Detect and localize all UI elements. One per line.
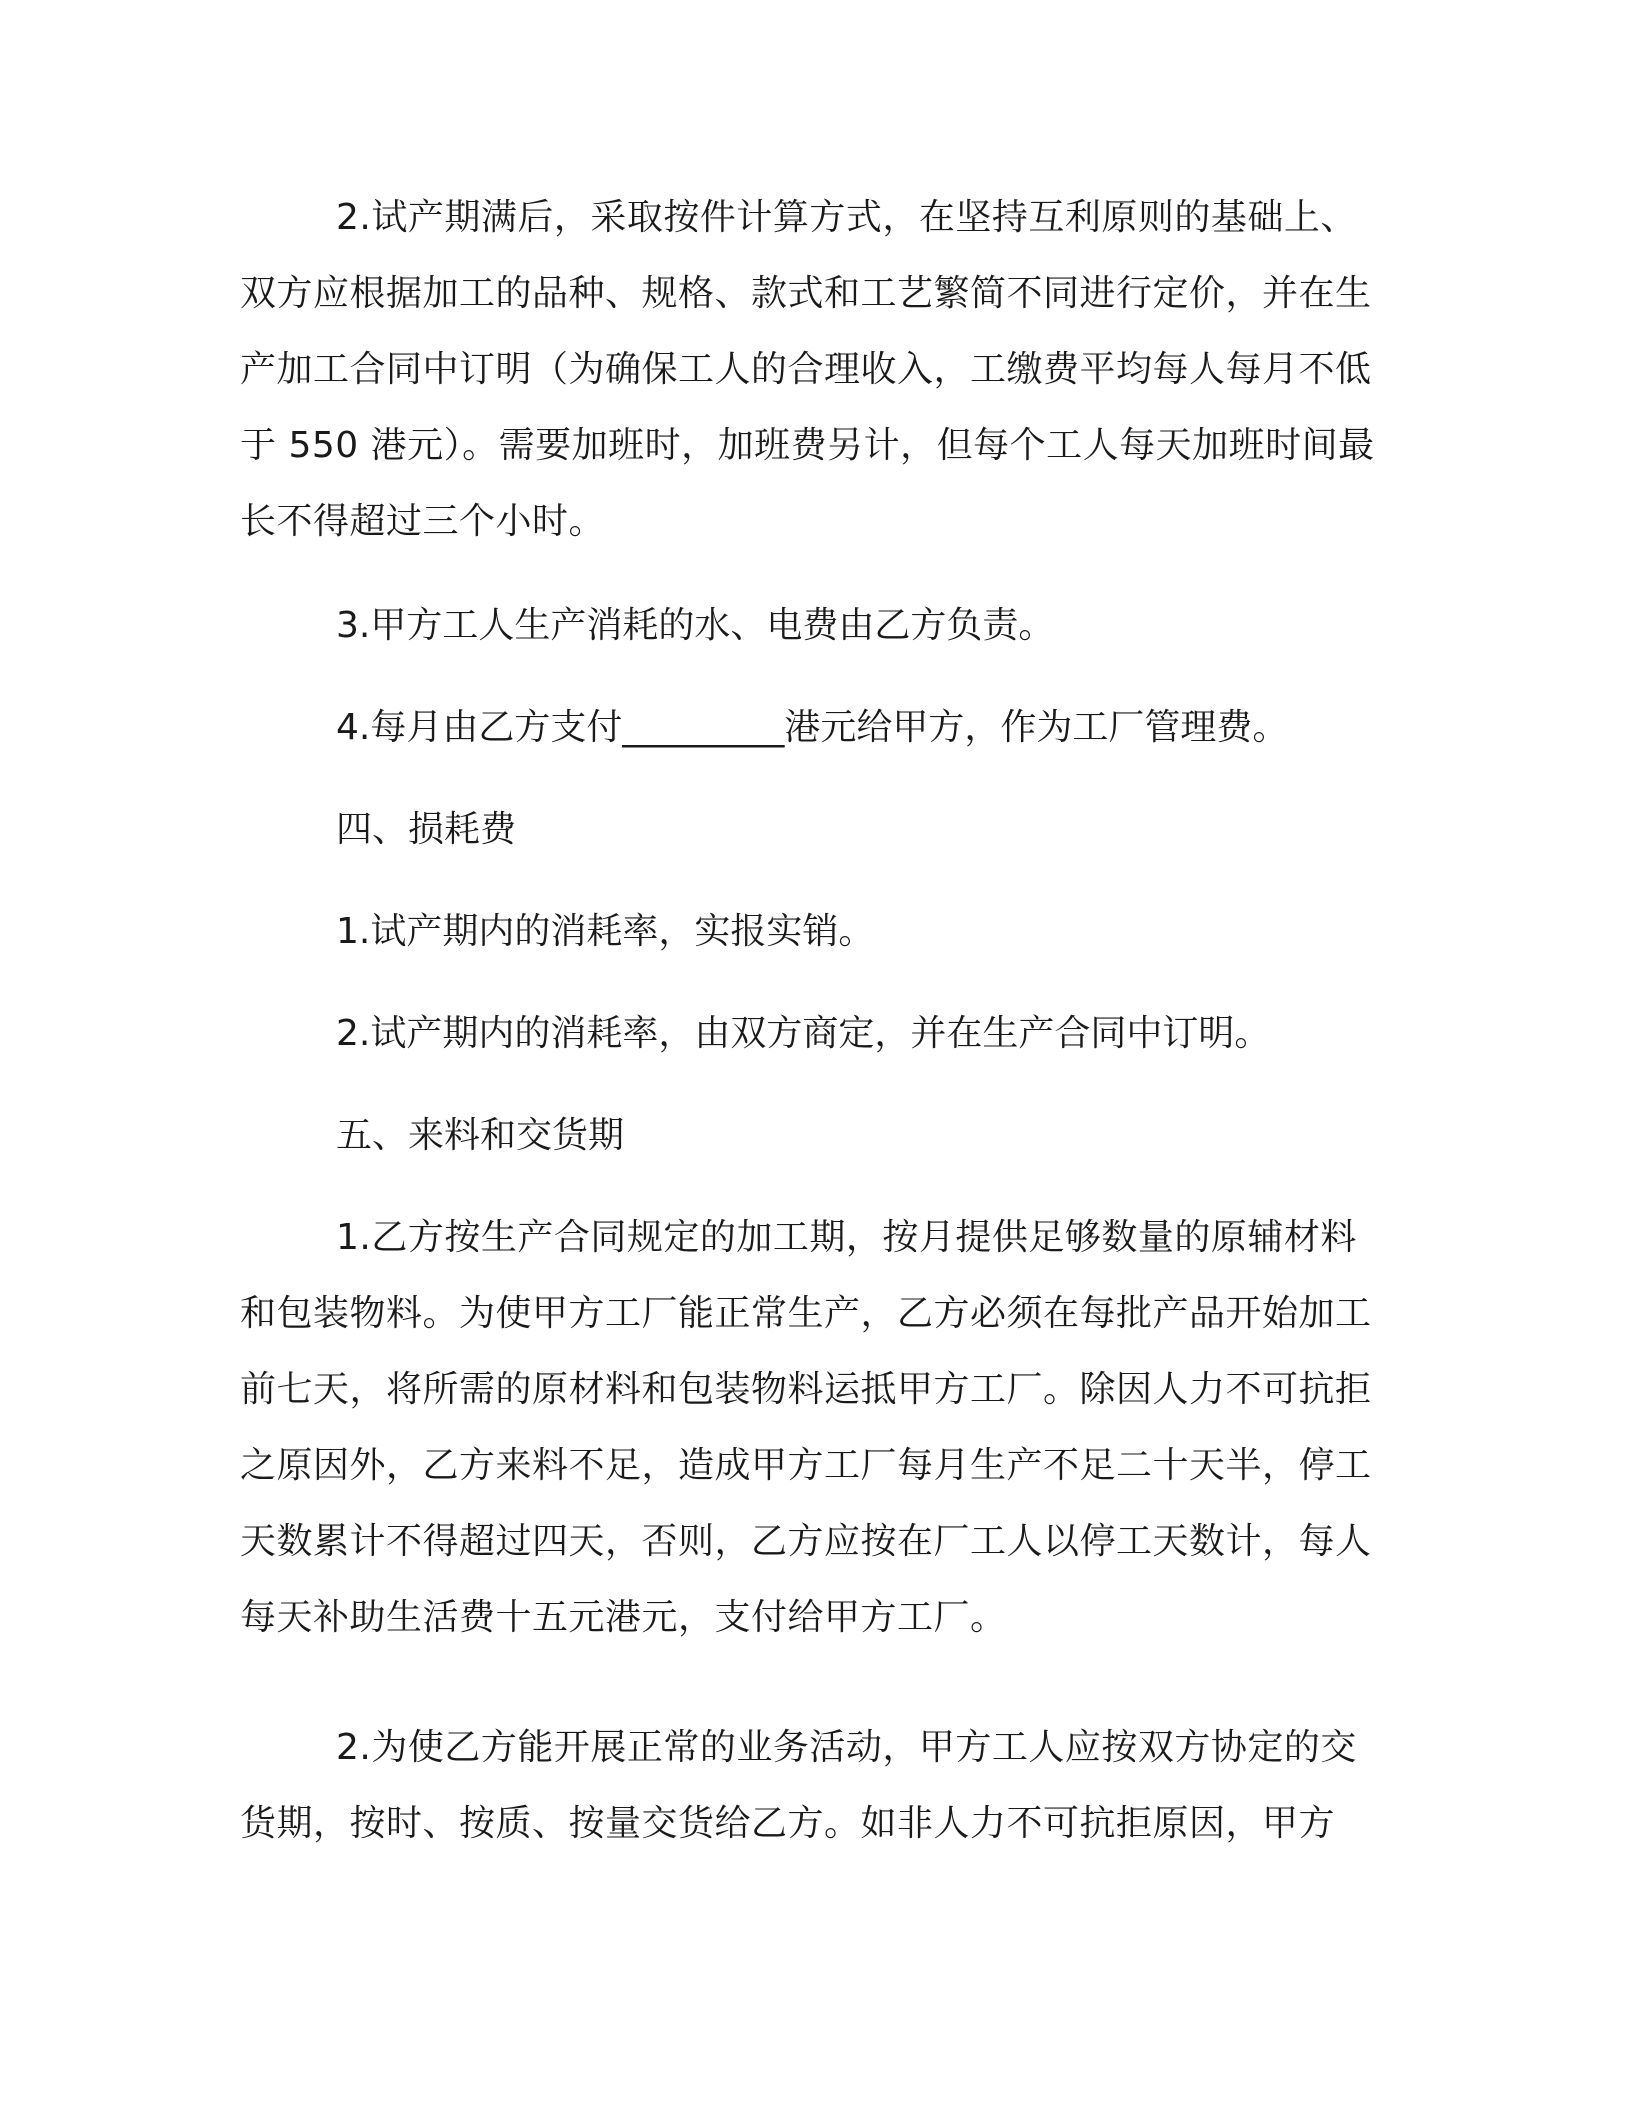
paragraph-text: 2.试产期满后，采取按件计算方式，在坚持互利原则的基础上、双方应根据加工的品种、规格、款式和工艺繁简不同进行定价，并在生产加工合同中订明（为确保工人的合理收入，工缴费平均每人每月不低于 550 港元）。需要加班时，加班费另计，但每个工人每天加班时间最长不得超过三个小时。 [240, 197, 1375, 542]
section-heading-loss-fee: 四、损耗费 [336, 809, 517, 850]
paragraph-loss-rate-1: 1.试产期内的消耗率，实报实销。 [336, 911, 875, 952]
paragraph-loss-rate-2: 2.试产期内的消耗率，由双方商定，并在生产合同中订明。 [336, 1013, 1271, 1054]
paragraph-delivery [240, 1710, 1390, 1862]
paragraph-utilities: 3.甲方工人生产消耗的水、电费由乙方负责。 [336, 605, 1055, 646]
paragraph-processing-fee [240, 180, 1390, 560]
paragraph-materials-supply [240, 1200, 1390, 1656]
paragraph-text: 1.乙方按生产合同规定的加工期，按月提供足够数量的原辅材料和包装物料。为使甲方工厂能正常生产，乙方必须在每批产品开始加工前七天，将所需的原材料和包装物料运抵甲方工厂。除因人力不可抗拒之原因外，乙方来料不足，造成甲方工厂每月生产不足二十天半，停工天数累计不得超过四天，否则，乙方应按在厂工人以停工天数计，每人每天补助生活费十五元港元，支付给甲方工厂。 [240, 1217, 1372, 1638]
paragraph-text: 2.为使乙方能开展正常的业务活动，甲方工人应按双方协定的交货期，按时、按质、按量交货给乙方。如非人力不可抗拒原因，甲方 [240, 1727, 1357, 1844]
section-heading-materials-delivery: 五、来料和交货期 [336, 1115, 625, 1156]
paragraph-management-fee: 4.每月由乙方支付_________港元给甲方，作为工厂管理费。 [336, 707, 1289, 748]
